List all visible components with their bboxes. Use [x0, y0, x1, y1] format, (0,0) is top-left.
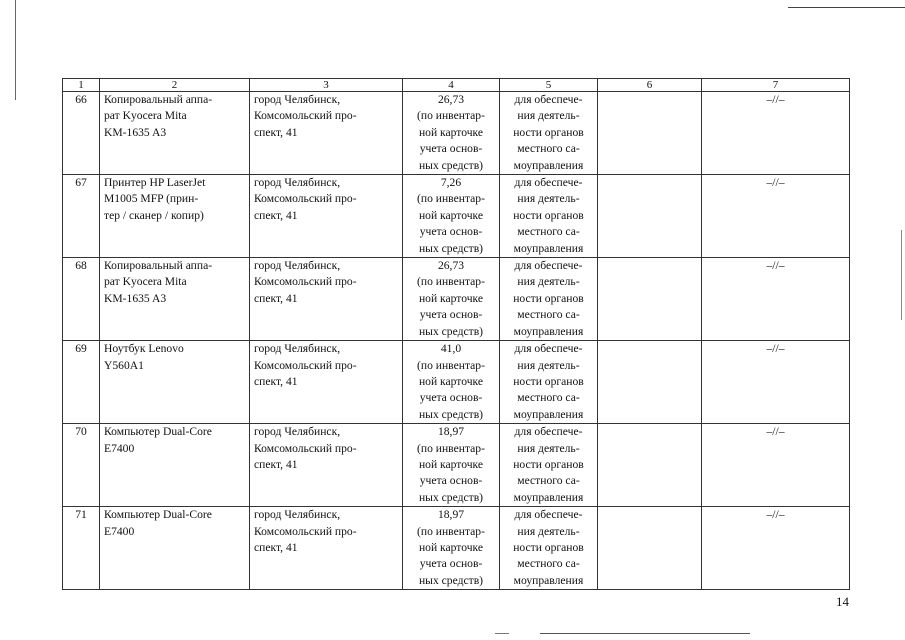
item-name-cell	[100, 92, 250, 175]
value-line: (по инвентар-	[417, 109, 485, 123]
address-cell	[250, 92, 403, 175]
table-row	[63, 507, 850, 590]
address-line: город Челябинск,	[254, 259, 341, 273]
item-name-line: рат Kyocera Mita	[104, 109, 187, 123]
purpose-line: моуправления	[513, 324, 584, 338]
row-number-cell: 71	[63, 507, 100, 590]
value-cell	[403, 92, 500, 175]
row-number-cell: 67	[63, 175, 100, 258]
address-line: спект, 41	[254, 208, 298, 222]
column-7-cell: –//–	[702, 92, 850, 175]
purpose-line: ния деятель-	[517, 358, 580, 372]
item-name-line: E7400	[104, 524, 135, 538]
scan-artifact-line	[495, 633, 509, 634]
purpose-line: ности органов	[513, 540, 584, 554]
purpose-line: местного са-	[517, 225, 580, 239]
column-7-cell: –//–	[702, 258, 850, 341]
column-number: 1	[63, 79, 100, 92]
purpose-line: ности органов	[513, 374, 584, 388]
item-name-cell	[100, 341, 250, 424]
purpose-line: моуправления	[513, 407, 584, 421]
address-line: город Челябинск,	[254, 176, 341, 190]
column-6-cell	[598, 341, 702, 424]
scan-artifact-line	[901, 230, 902, 320]
column-6-cell	[598, 258, 702, 341]
item-name-cell	[100, 424, 250, 507]
purpose-line: местного са-	[517, 391, 580, 405]
value-line: ных средств)	[418, 573, 484, 587]
table-row	[63, 341, 850, 424]
address-line: Комсомольский про-	[254, 441, 357, 455]
purpose-line: для обеспече-	[514, 93, 583, 106]
item-name-line: Принтер HP LaserJet	[104, 176, 206, 190]
address-cell	[250, 507, 403, 590]
value-line: ной карточке	[418, 540, 484, 554]
item-name-line: Копировальный аппа-	[104, 259, 213, 273]
purpose-line: ности органов	[513, 208, 584, 222]
value-line: учета основ-	[419, 474, 483, 488]
item-name-line: Y560A1	[104, 358, 144, 372]
column-6-cell	[598, 92, 702, 175]
purpose-line: моуправления	[513, 158, 584, 172]
value-line: (по инвентар-	[417, 275, 485, 289]
purpose-line: моуправления	[513, 573, 584, 587]
column-number: 5	[500, 79, 598, 92]
item-name-line: Ноутбук Lenovo	[104, 342, 184, 356]
item-name-line: M1005 MFP (прин-	[104, 192, 199, 206]
address-line: город Челябинск,	[254, 342, 341, 356]
page-number: 14	[836, 594, 849, 609]
table-row	[63, 175, 850, 258]
value-line: 7,26	[440, 176, 462, 190]
purpose-line: ния деятель-	[517, 109, 580, 123]
value-cell	[403, 175, 500, 258]
value-line: ных средств)	[418, 324, 484, 338]
purpose-line: ности органов	[513, 291, 584, 305]
purpose-line: местного са-	[517, 474, 580, 488]
table-row	[63, 92, 850, 175]
column-7-cell: –//–	[702, 507, 850, 590]
purpose-line: ности органов	[513, 457, 584, 471]
address-line: спект, 41	[254, 125, 298, 139]
value-line: 41,0	[440, 342, 462, 356]
value-line: ных средств)	[418, 490, 484, 504]
value-line: учета основ-	[419, 308, 483, 322]
item-name-cell	[100, 258, 250, 341]
address-line: Комсомольский про-	[254, 358, 357, 372]
scan-artifact-line	[540, 633, 750, 634]
value-cell	[403, 258, 500, 341]
value-line: (по инвентар-	[417, 192, 485, 206]
property-table	[62, 78, 850, 590]
address-line: Комсомольский про-	[254, 192, 357, 206]
row-number-cell: 66	[63, 92, 100, 175]
purpose-cell	[500, 507, 598, 590]
purpose-line: ния деятель-	[517, 275, 580, 289]
address-line: город Челябинск,	[254, 425, 341, 439]
address-line: спект, 41	[254, 291, 298, 305]
purpose-line: местного са-	[517, 142, 580, 156]
value-line: ной карточке	[418, 125, 484, 139]
column-6-cell	[598, 424, 702, 507]
address-line: Комсомольский про-	[254, 109, 357, 123]
item-name-cell	[100, 175, 250, 258]
value-cell	[403, 507, 500, 590]
column-number: 7	[702, 79, 850, 92]
table-row	[63, 424, 850, 507]
value-line: (по инвентар-	[417, 441, 485, 455]
row-number-cell: 69	[63, 341, 100, 424]
value-line: ной карточке	[418, 291, 484, 305]
item-name-line: Компьютер Dual-Core	[104, 508, 212, 522]
address-line: Комсомольский про-	[254, 524, 357, 538]
column-number-row	[63, 79, 850, 92]
value-line: 18,97	[437, 508, 465, 522]
value-line: учета основ-	[419, 557, 483, 571]
column-6-cell	[598, 175, 702, 258]
column-7-cell: –//–	[702, 341, 850, 424]
address-cell	[250, 175, 403, 258]
address-line: Комсомольский про-	[254, 275, 357, 289]
purpose-line: для обеспече-	[514, 425, 583, 439]
column-7-cell: –//–	[702, 175, 850, 258]
value-line: ной карточке	[418, 374, 484, 388]
address-line: город Челябинск,	[254, 508, 341, 522]
column-number: 2	[100, 79, 250, 92]
purpose-line: ния деятель-	[517, 524, 580, 538]
value-line: (по инвентар-	[417, 524, 485, 538]
purpose-line: для обеспече-	[514, 176, 583, 190]
value-line: ных средств)	[418, 158, 484, 172]
item-name-line: E7400	[104, 441, 135, 455]
purpose-line: местного са-	[517, 557, 580, 571]
value-line: учета основ-	[419, 391, 483, 405]
address-cell	[250, 258, 403, 341]
purpose-line: моуправления	[513, 241, 584, 255]
value-cell	[403, 341, 500, 424]
purpose-cell	[500, 341, 598, 424]
item-name-line: Копировальный аппа-	[104, 93, 213, 106]
item-name-cell	[100, 507, 250, 590]
address-line: спект, 41	[254, 540, 298, 554]
item-name-line: KM-1635 A3	[104, 291, 167, 305]
value-line: 18,97	[437, 425, 465, 439]
purpose-line: для обеспече-	[514, 342, 583, 356]
value-cell	[403, 424, 500, 507]
row-number-cell: 68	[63, 258, 100, 341]
scan-artifact-line	[788, 7, 905, 8]
item-name-line: Компьютер Dual-Core	[104, 425, 212, 439]
value-line: ной карточке	[418, 208, 484, 222]
purpose-cell	[500, 92, 598, 175]
value-line: ных средств)	[418, 241, 484, 255]
purpose-cell	[500, 258, 598, 341]
purpose-cell	[500, 175, 598, 258]
value-line: учета основ-	[419, 142, 483, 156]
item-name-line: KM-1635 A3	[104, 125, 167, 139]
column-7-cell: –//–	[702, 424, 850, 507]
purpose-line: ния деятель-	[517, 192, 580, 206]
purpose-line: местного са-	[517, 308, 580, 322]
row-number-cell: 70	[63, 424, 100, 507]
item-name-line: рат Kyocera Mita	[104, 275, 187, 289]
address-cell	[250, 341, 403, 424]
purpose-line: моуправления	[513, 490, 584, 504]
item-name-line: тер / сканер / копир)	[104, 208, 204, 222]
scan-artifact-line	[15, 0, 16, 100]
purpose-line: для обеспече-	[514, 508, 583, 522]
address-cell	[250, 424, 403, 507]
column-number: 6	[598, 79, 702, 92]
value-line: 26,73	[437, 259, 465, 273]
address-line: спект, 41	[254, 457, 298, 471]
purpose-cell	[500, 424, 598, 507]
purpose-line: ния деятель-	[517, 441, 580, 455]
value-line: 26,73	[437, 93, 465, 106]
purpose-line: ности органов	[513, 125, 584, 139]
value-line: ных средств)	[418, 407, 484, 421]
column-6-cell	[598, 507, 702, 590]
purpose-line: для обеспече-	[514, 259, 583, 273]
address-line: спект, 41	[254, 374, 298, 388]
address-line: город Челябинск,	[254, 93, 341, 106]
value-line: ной карточке	[418, 457, 484, 471]
table-row	[63, 258, 850, 341]
column-number: 4	[403, 79, 500, 92]
column-number: 3	[250, 79, 403, 92]
value-line: учета основ-	[419, 225, 483, 239]
value-line: (по инвентар-	[417, 358, 485, 372]
